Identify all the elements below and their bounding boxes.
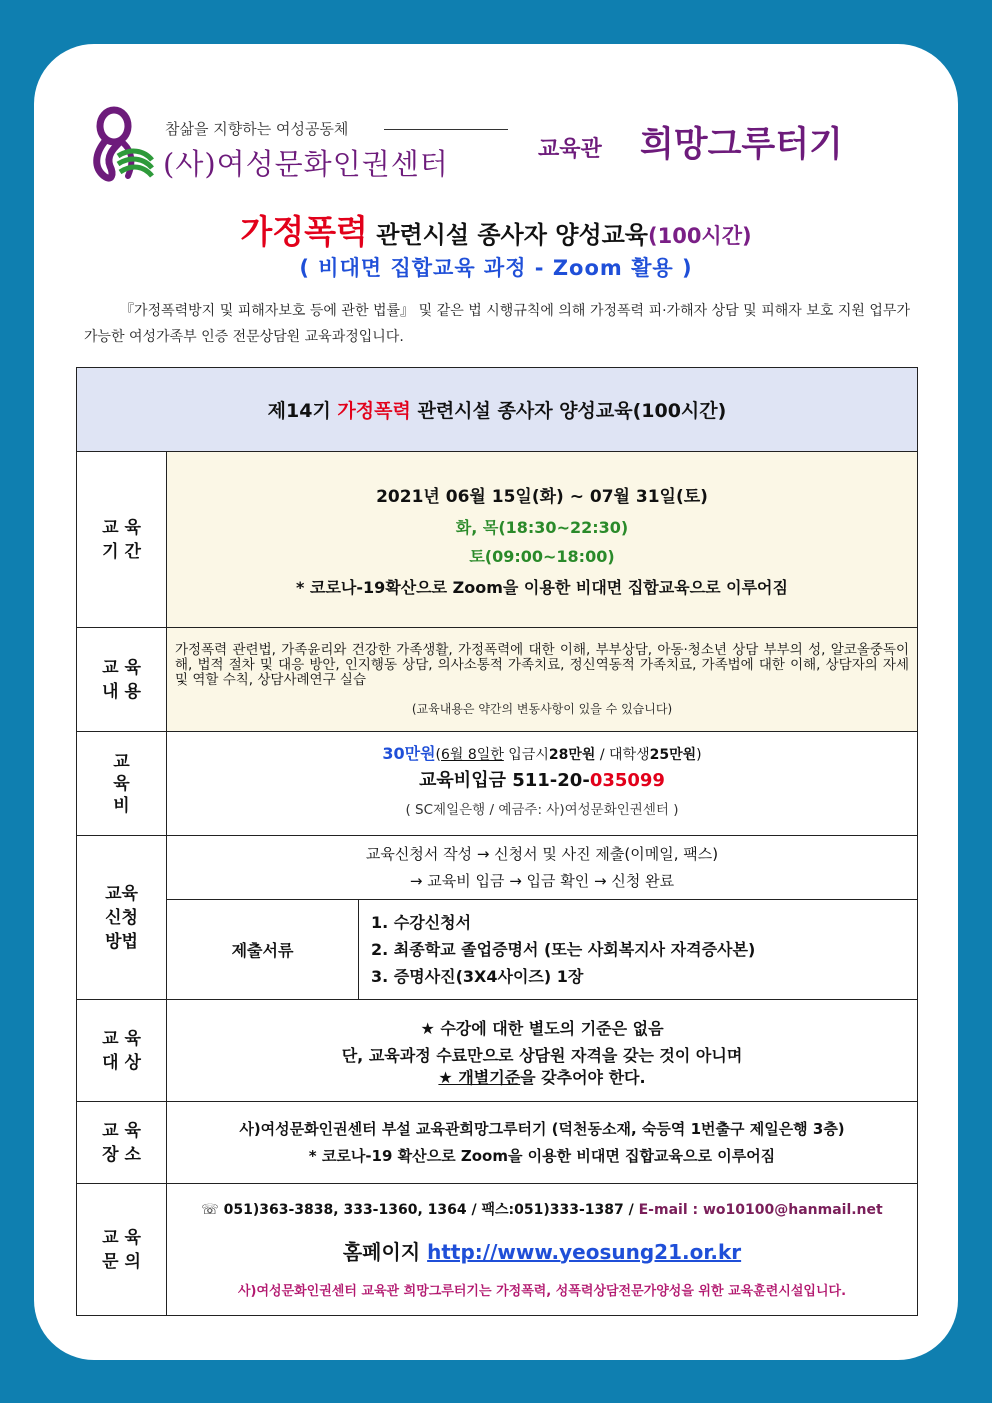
education-center-name: 희망그루터기 [640, 125, 843, 165]
target-criteria: ★ 개별기준 [438, 1067, 521, 1087]
content-cell [167, 628, 918, 732]
fee-account-label: 교육비입금 511-20- [419, 770, 590, 791]
subtitle: ( 비대면 집합교육 과정 - Zoom 활용 ) [299, 256, 693, 280]
apply-step-2: → 교육비 입금 → 입금 확인 → 신청 완료 [409, 871, 675, 890]
place-line-2: * 코로나-19 확산으로 Zoom을 이용한 비대면 집합교육으로 이루어짐 [308, 1146, 776, 1165]
list-item: 1. 수강신청서 [371, 913, 472, 932]
list-item: 2. 최종학교 졸업증명서 (또는 사회복지사 자격증사본) [371, 940, 756, 959]
fee-amount: 30만원 [382, 744, 436, 763]
fee-bank: ( SC제일은행 / 예금주: 사)여성문화인권센터 ) [405, 802, 679, 818]
label-content: 교 육 내 용 [77, 628, 167, 732]
period-note: * 코로나-19확산으로 Zoom을 이용한 비대면 집합교육으로 이루어짐 [296, 577, 788, 597]
homepage-line [167, 1235, 917, 1269]
main-title [0, 206, 992, 253]
place-line-1: 사)여성문화인권센터 부설 교육관희망그루터기 (덕천동소재, 숙등역 1번출구 제일은행 3층) [239, 1119, 845, 1138]
apply-step-1: 교육신청서 작성 → 신청서 및 사진 제출(이메일, 팩스) [365, 844, 719, 863]
table-row-contact [77, 1184, 918, 1316]
table-row-apply-steps [77, 836, 918, 900]
content-text: 가정폭력 관련법, 가족윤리와 건강한 가족생활, 가정폭력에 대한 이해, 부부상담, 아동·청소년 상담 부부의 성, 알코올중독이해, 법적 절차 및 대응 방안, 인지행동 상담, 의사소통적 가족치료, 정신역동적 가족치료, 가족법에 대한 이해, 상담자의 자세 및 역할 수칙, 상담사례연구 실습 [175, 641, 909, 688]
table-header-prefix: 제14기 [267, 400, 338, 422]
fee-paren-close: ) [696, 747, 702, 763]
title-hours: (100시간) [648, 224, 752, 248]
apply-steps-cell [167, 836, 918, 900]
period-weekday: 화, 목(18:30~22:30) [455, 517, 629, 537]
fee-early-amount: 28만원 [548, 747, 596, 763]
table-header-suffix: 관련시설 종사자 양성교육(100시간) [410, 400, 727, 422]
contact-phone-line [167, 1199, 917, 1221]
label-target: 교 육 대 상 [77, 1000, 167, 1102]
fee-student-text: / 대학생 [595, 747, 650, 763]
label-contact: 교 육 문 의 [77, 1184, 167, 1316]
target-line-2: 단, 교육과정 수료만으로 상담원 자격을 갖는 것이 아니며 [341, 1045, 743, 1065]
table-row-content [77, 628, 918, 732]
docs-label: 제출서류 [167, 900, 359, 1000]
slogan: 참삶을 지향하는 여성공동체 [165, 120, 349, 138]
organization-logo-icon [88, 104, 156, 184]
table-row-place [77, 1102, 918, 1184]
homepage-label: 홈페이지 [342, 1239, 428, 1264]
organization-name: (사)여성문화인권센터 [163, 147, 449, 181]
place-cell [167, 1102, 918, 1184]
table-row-period [77, 452, 918, 628]
table-header [77, 368, 918, 452]
fee-account-line [167, 766, 917, 796]
label-place: 교 육 장 소 [77, 1102, 167, 1184]
label-apply: 교육 신청 방법 [77, 836, 167, 1000]
table-row-apply-docs [77, 900, 918, 1000]
fee-amount-line [167, 743, 917, 766]
title-highlight: 가정폭력 [240, 212, 368, 251]
fee-early-text: 입금시 [503, 747, 549, 763]
course-info-table [76, 367, 918, 1316]
list-item: 3. 증명사진(3X4사이즈) 1장 [371, 967, 584, 986]
target-line-3-rest: 을 갖추어야 한다. [520, 1067, 646, 1087]
education-center-label: 교육관 [538, 137, 602, 162]
docs-list [359, 900, 918, 1000]
label-period: 교 육 기 간 [77, 452, 167, 628]
intro-paragraph: 『가정폭력방지 및 피해자보호 등에 관한 법률』 및 같은 법 시행규칙에 의해 가정폭력 피·가해자 상담 및 피해자 보호 지원 업무가 가능한 여성가족부 인증 전문상담원 교육과정입니다. [84, 303, 910, 345]
fee-paren-open: ( [435, 747, 442, 763]
period-date: 2021년 06월 15일(화) ~ 07월 31일(토) [376, 486, 708, 507]
content-note: (교육내용은 약간의 변동사항이 있을 수 있습니다) [411, 701, 673, 716]
fee-early-date: 6월 8일한 [441, 747, 504, 763]
table-row-target [77, 1000, 918, 1102]
title-main: 관련시설 종사자 양성교육 [367, 221, 648, 249]
label-fee: 교 육 비 [77, 732, 167, 836]
table-header-highlight: 가정폭력 [337, 400, 411, 422]
contact-phone: ☏ 051)363-3838, 333-1360, 1364 / 팩스:051)333-1387 / [201, 1201, 639, 1218]
fee-cell [167, 732, 918, 836]
fee-student-amount: 25만원 [649, 747, 697, 763]
fee-account-red: 035099 [589, 770, 665, 791]
contact-email-label: E-mail : [638, 1201, 703, 1218]
slogan-divider [384, 129, 508, 130]
period-saturday: 토(09:00~18:00) [469, 546, 615, 566]
target-line-1: ★ 수강에 대한 별도의 기준은 없음 [420, 1018, 664, 1038]
contact-footer: 사)여성문화인권센터 교육관 희망그루터기는 가정폭력, 성폭력상담전문가양성을 위한 교육훈련시설입니다. [237, 1283, 847, 1299]
table-row-fee [77, 732, 918, 836]
contact-cell [167, 1184, 918, 1316]
period-cell [167, 452, 918, 628]
target-cell [167, 1000, 918, 1102]
target-line-3 [167, 1067, 917, 1089]
homepage-link[interactable]: http://www.yeosung21.or.kr [427, 1239, 742, 1264]
contact-email[interactable]: wo10100@hanmail.net [702, 1201, 883, 1218]
